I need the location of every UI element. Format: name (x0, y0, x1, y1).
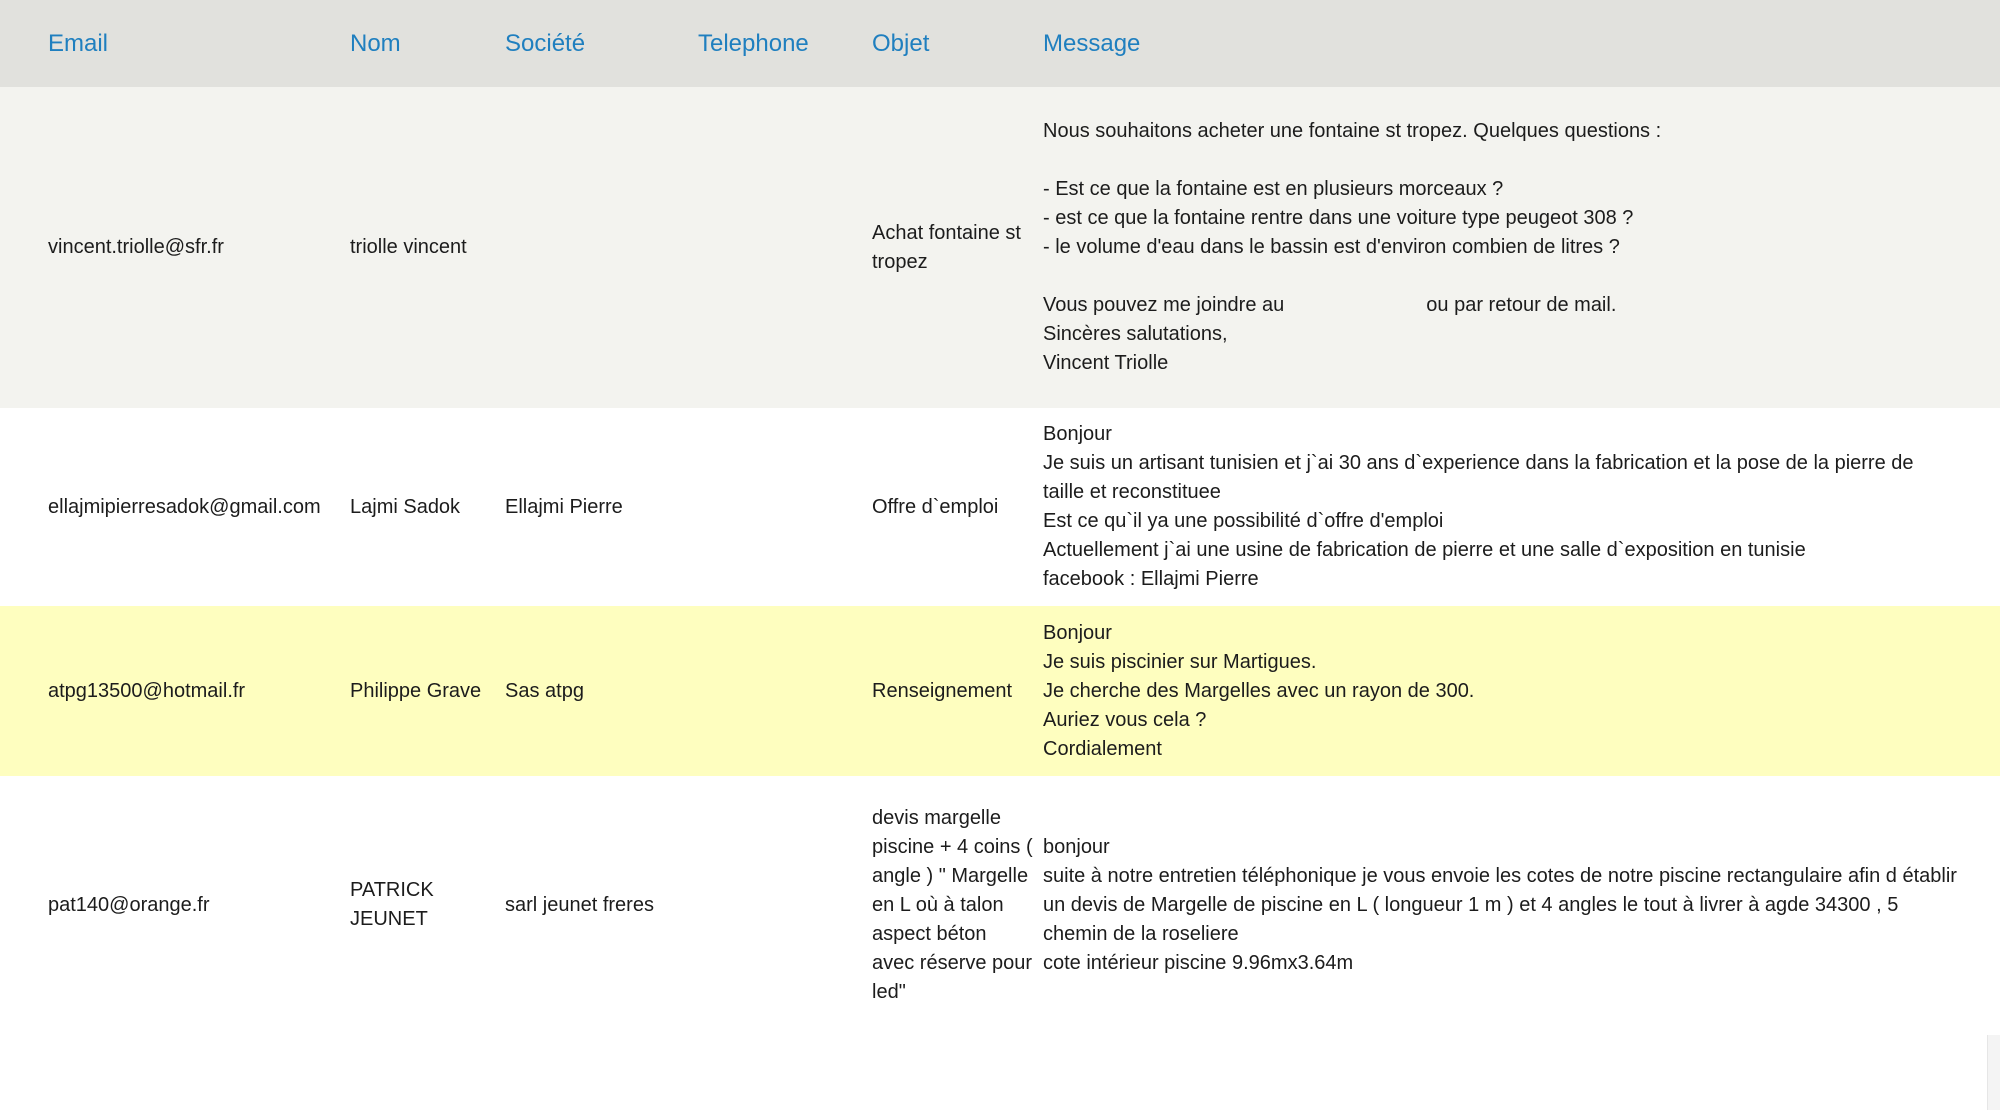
column-header-objet[interactable]: Objet (872, 29, 930, 57)
message-line: facebook : Ellajmi Pierre (1043, 568, 1259, 590)
message-blank-line (1043, 262, 1960, 291)
cell-societe (505, 87, 698, 408)
table-header (0, 0, 2000, 87)
message-line: Vincent Triolle (1043, 352, 1169, 374)
column-header-nom[interactable]: Nom (350, 29, 401, 57)
cell-societe: Sas atpg (505, 679, 584, 702)
cell-nom: triolle vincent (350, 236, 467, 258)
cell-telephone (698, 408, 872, 606)
message-line: - Est ce que la fontaine est en plusieurs morceaux ? (1043, 178, 1504, 200)
message-line: - le volume d'eau dans le bassin est d'environ combien de litres ? (1043, 236, 1620, 258)
cell-nom: Philippe Grave (350, 679, 482, 702)
table-row[interactable] (0, 87, 2000, 408)
table-body (0, 87, 2000, 1034)
message-line: cote intérieur piscine 9.96mx3.64m (1043, 951, 1354, 974)
cell-telephone (698, 606, 872, 776)
message-line: Je suis un artisant tunisien et j`ai 30 ans d`experience dans la fabrication et la pose de la pierre de taille et reconstituee (1043, 452, 1914, 503)
column-header-message[interactable]: Message (1043, 29, 1141, 57)
message-line (1043, 291, 1960, 320)
message-line: Nous souhaitons acheter une fontaine st tropez. Quelques questions : (1043, 120, 1662, 142)
message-line: Est ce qu`il ya une possibilité d`offre d'emploi (1043, 510, 1444, 532)
message-fragment: ou par retour de mail. (1426, 294, 1617, 316)
cell-email: vincent.triolle@sfr.fr (48, 236, 224, 258)
cell-objet: devis margelle piscine + 4 coins ( angle ) " Margelle en L où à talon aspect béton avec réserve pour led" (872, 806, 1033, 1003)
cell-nom: PATRICK JEUNET (350, 879, 434, 930)
message-line: Actuellement j`ai une usine de fabrication de pierre et une salle d`exposition en tunisie (1043, 539, 1806, 561)
scrollbar-stub[interactable] (1987, 1035, 2000, 1110)
message-line: Bonjour (1043, 423, 1112, 445)
cell-message (1043, 776, 2000, 1034)
column-header-telephone[interactable]: Telephone (698, 29, 809, 57)
cell-telephone (698, 87, 872, 408)
message-fragment: Vous pouvez me joindre au (1043, 294, 1285, 316)
message-line: suite à notre entretien téléphonique je vous envoie les cotes de notre piscine rectangulaire afin d établir un devis de Margelle de piscine en L ( longueur 1 m ) et 4 angles le tout à livrer à agde 34300 , 5 chemin de la roseliere (1043, 864, 1957, 945)
message-line: bonjour (1043, 835, 1110, 858)
cell-objet: Achat fontaine st tropez (872, 221, 1021, 273)
cell-telephone (698, 776, 872, 1034)
cell-email: pat140@orange.fr (48, 893, 210, 916)
cell-societe: Ellajmi Pierre (505, 495, 623, 518)
table-row[interactable] (0, 408, 2000, 606)
table-row[interactable] (0, 606, 2000, 776)
cell-email: atpg13500@hotmail.fr (48, 679, 246, 702)
message-line: Je cherche des Margelles avec un rayon de 300. (1043, 679, 1475, 702)
cell-societe: sarl jeunet freres (505, 893, 654, 916)
header-row (0, 0, 2000, 87)
table-row[interactable] (0, 776, 2000, 1034)
cell-message (1043, 408, 2000, 606)
message-line: - est ce que la fontaine rentre dans une voiture type peugeot 308 ? (1043, 207, 1634, 229)
cell-objet: Offre d`emploi (872, 495, 999, 518)
message-line: Cordialement (1043, 737, 1162, 760)
cell-objet: Renseignement (872, 679, 1013, 702)
cell-email: ellajmipierresadok@gmail.com (48, 495, 321, 518)
message-line: Bonjour (1043, 621, 1112, 644)
message-blank-line (1043, 146, 1960, 175)
cell-message (1043, 606, 2000, 776)
message-line: Je suis piscinier sur Martigues. (1043, 650, 1317, 673)
column-header-email[interactable]: Email (48, 29, 109, 57)
message-line: Auriez vous cela ? (1043, 708, 1207, 731)
cell-message (1043, 87, 2000, 408)
message-line: Sincères salutations, (1043, 323, 1228, 345)
column-header-societe[interactable]: Société (505, 29, 586, 57)
cell-nom: Lajmi Sadok (350, 495, 461, 518)
